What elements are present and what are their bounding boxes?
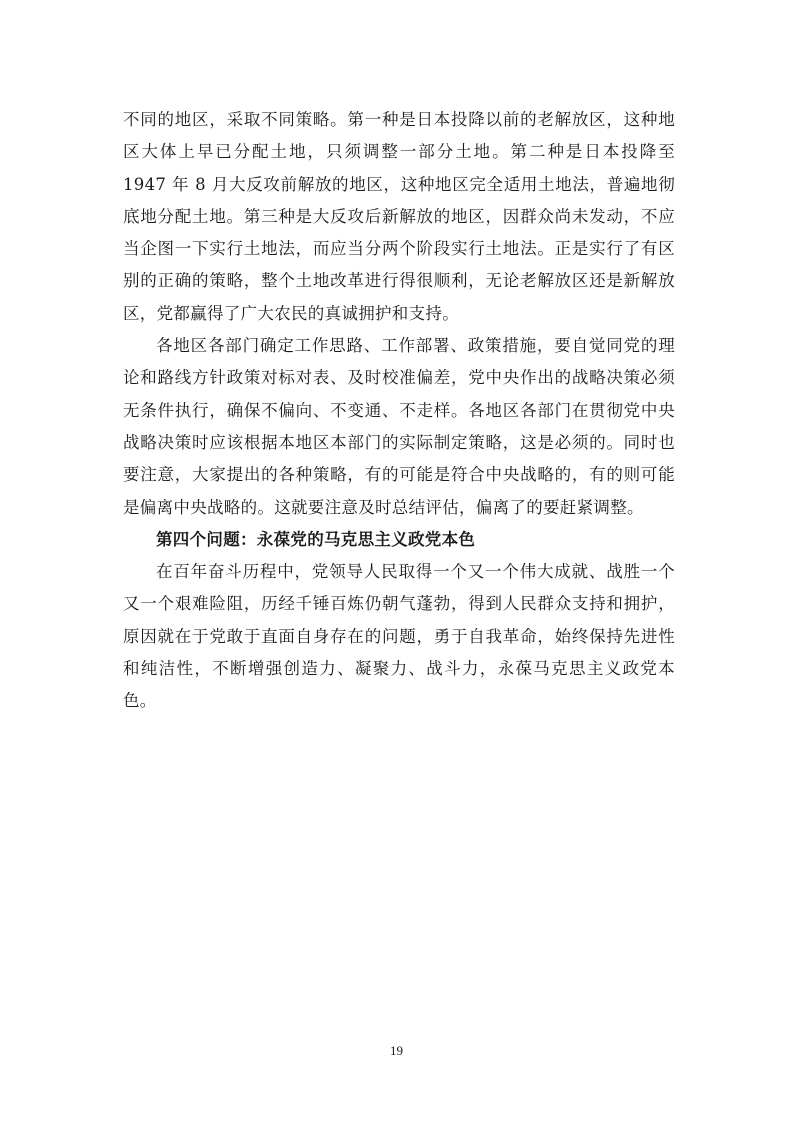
paragraph-party-self-revolution: 在百年奋斗历程中，党领导人民取得一个又一个伟大成就、战胜一个又一个艰难险阻，历经千锤百炼仍朝气蓬勃，得到人民群众支持和拥护，原因就在于党敢于直面自身存在的问题，勇于自我革命，始终保持先进性和纯洁性，不断增强创造力、凝聚力、战斗力，永葆马克思主义政党本色。 [123,562,675,711]
section-heading: 第四个问题：永葆党的马克思主义政党本色 [156,529,476,549]
paragraph-departments-strategy: 各地区各部门确定工作思路、工作部署、政策措施，要自觉同党的理论和路线方针政策对标对表、及时校准偏差，党中央作出的战略决策必须无条件执行，确保不偏向、不变通、不走样。各地区各部门在贯彻党中央战略决策时应该根据本地区本部门的实际制定策略，这是必须的。同时也要注意，大家提出的各种策略，有的可能是符合中央战略的，有的则可能是偏离中央战略的。这就要注意及时总结评估，偏离了的要赶紧调整。 [123,336,675,517]
page-number: 19 [390,1043,403,1058]
paragraph-land-reform-strategy: 不同的地区，采取不同策略。第一种是日本投降以前的老解放区，这种地区大体上早已分配土地，只须调整一部分土地。第二种是日本投降至 1947 年 8 月大反攻前解放的地区，这种地区完全适用土地法，普遍地彻底地分配土地。第三种是大反攻后新解放的地区，因群众尚未发动，不应当企图一下实行土地法，而应当分两个阶段实行土地法。正是实行了有区别的正确的策略，整个土地改革进行得很顺利，无论老解放区还是新解放区，党都赢得了广大农民的真诚拥护和支持。 [123,110,675,323]
page-body [123,104,675,718]
